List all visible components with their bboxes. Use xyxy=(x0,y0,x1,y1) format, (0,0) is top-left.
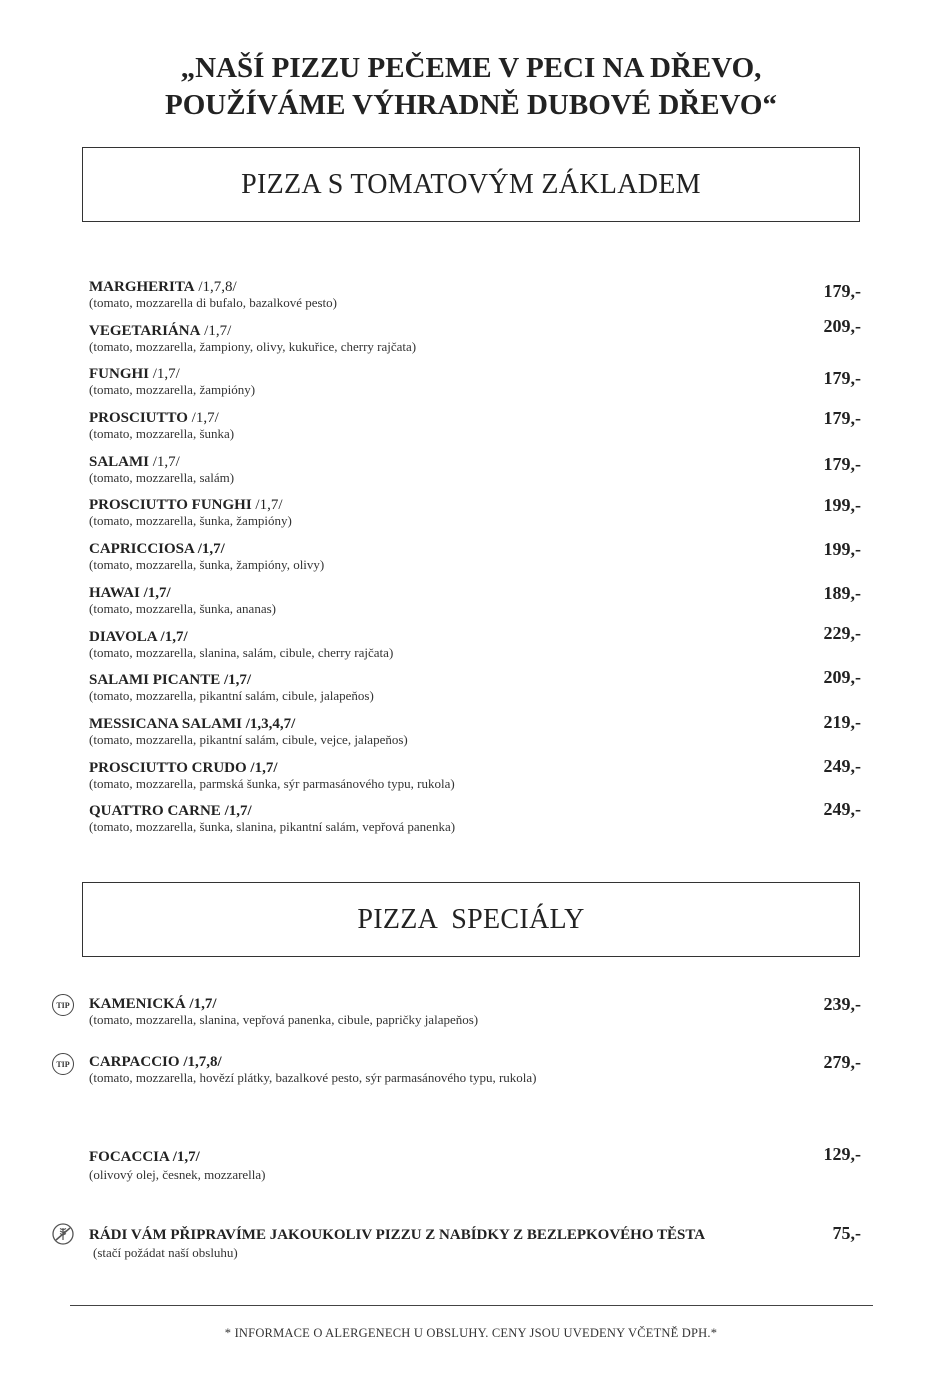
item-name: MESSICANA SALAMI xyxy=(89,716,242,732)
item-description: (tomato, mozzarella, slanina, vepřová panenka, cibule, papričky jalapeňos) xyxy=(89,1012,479,1027)
item-allergens: /1,7/ xyxy=(169,1149,200,1165)
menu-item xyxy=(89,541,861,572)
item-name: SALAMI xyxy=(89,454,150,470)
item-name: CARPACCIO xyxy=(89,1054,180,1070)
menu-item xyxy=(89,623,861,660)
menu-item xyxy=(89,667,861,703)
item-name: PROSCIUTTO FUNGHI xyxy=(89,497,252,513)
item-description: (tomato, mozzarella, slanina, salám, cibule, cherry rajčata) xyxy=(89,645,394,660)
gluten-free-subnote: (stačí požádat naší obsluhu) xyxy=(93,1245,238,1260)
section-title-box-tomato xyxy=(82,147,860,222)
item-name: KAMENICKÁ xyxy=(89,996,186,1012)
item-price: 249,- xyxy=(823,756,861,776)
item-allergens: /1,7/ xyxy=(139,585,171,601)
item-description: (tomato, mozzarella, šunka, ananas) xyxy=(89,601,276,616)
item-allergens: /1,7,8/ xyxy=(179,1054,222,1070)
item-price: 209,- xyxy=(823,316,861,336)
item-description: (tomato, mozzarella, žampiony, olivy, kukuřice, cherry rajčata) xyxy=(89,339,417,354)
item-name: HAWAI xyxy=(89,585,140,601)
menu-item xyxy=(89,316,861,354)
menu-item-focaccia xyxy=(89,1144,861,1182)
item-allergens: /1,7/ xyxy=(156,629,188,645)
item-description: (tomato, mozzarella, hovězí plátky, bazalkové pesto, sýr parmasánového typu, rukola) xyxy=(89,1070,537,1085)
footer-divider xyxy=(70,1305,873,1306)
item-price: 229,- xyxy=(823,623,861,643)
item-description: (tomato, mozzarella, šunka, žampióny) xyxy=(89,513,292,528)
item-name: PROSCIUTTO xyxy=(89,410,188,426)
gluten-free-icon xyxy=(52,1223,74,1245)
item-price: 219,- xyxy=(823,712,861,732)
item-name: FOCACCIA xyxy=(89,1149,170,1165)
item-price: 189,- xyxy=(823,583,861,603)
item-price: 179,- xyxy=(823,281,861,301)
section-title-tomato: PIZZA S TOMATOVÝM ZÁKLADEM xyxy=(241,168,701,200)
item-allergens: /1,7/ xyxy=(185,996,217,1012)
item-price: 199,- xyxy=(823,539,861,559)
item-description: (tomato, mozzarella, pikantní salám, cibule, vejce, jalapeňos) xyxy=(89,732,408,747)
item-allergens: /1,7/ xyxy=(149,366,180,382)
menu-item xyxy=(89,996,861,1027)
tip-badge: TIP xyxy=(52,1053,74,1075)
item-name: SALAMI PICANTE xyxy=(89,672,221,688)
item-name: VEGETARIÁNA xyxy=(89,323,201,339)
page-headline xyxy=(0,50,942,124)
gluten-free-note xyxy=(89,1223,861,1260)
item-allergens: /1,3,4,7/ xyxy=(241,716,296,732)
gluten-free-price: 75,- xyxy=(832,1223,861,1243)
menu-item xyxy=(89,410,861,441)
item-price: 129,- xyxy=(823,1144,861,1164)
item-name: QUATTRO CARNE xyxy=(89,803,221,819)
item-name: MARGHERITA xyxy=(89,279,195,295)
menu-item xyxy=(89,585,861,616)
headline-line-2: POUŽÍVÁME VÝHRADNĚ DUBOVÉ DŘEVO“ xyxy=(165,89,777,121)
item-price: 179,- xyxy=(823,368,861,388)
item-name: CAPRICCIOSA xyxy=(89,541,195,557)
item-allergens: /1,7/ xyxy=(251,497,283,513)
menu-item xyxy=(89,756,861,791)
item-description: (tomato, mozzarella, žampióny) xyxy=(89,382,256,397)
item-description: (tomato, mozzarella di bufalo, bazalkové pesto) xyxy=(89,295,337,310)
allergen-footnote: * INFORMACE O ALERGENECH U OBSLUHY. CENY JSOU UVEDENY VČETNĚ DPH.* xyxy=(224,1326,718,1340)
item-allergens: /1,7/ xyxy=(220,803,252,819)
menu-item xyxy=(89,279,861,310)
item-price: 279,- xyxy=(823,1052,861,1072)
item-price: 199,- xyxy=(823,495,861,515)
item-name: PROSCIUTTO CRUDO xyxy=(89,760,247,776)
item-name: FUNGHI xyxy=(89,366,149,382)
item-price: 179,- xyxy=(823,408,861,428)
item-allergens: /1,7/ xyxy=(194,541,225,557)
item-description: (tomato, mozzarella, šunka, slanina, pikantní salám, vepřová panenka) xyxy=(89,819,456,834)
menu-item xyxy=(89,497,861,528)
menu-item xyxy=(89,1054,861,1085)
item-price: 179,- xyxy=(823,454,861,474)
gluten-free-text: RÁDI VÁM PŘIPRAVÍME JAKOUKOLIV PIZZU Z NABÍDKY Z BEZLEPKOVÉHO TĚSTA xyxy=(89,1227,706,1243)
section-title-box-special xyxy=(82,882,860,957)
item-description: (tomato, mozzarella, pikantní salám, cibule, jalapeňos) xyxy=(89,688,374,703)
menu-item xyxy=(89,454,861,485)
tip-badge: TIP xyxy=(52,994,74,1016)
item-description: (tomato, mozzarella, šunka) xyxy=(89,426,235,441)
item-description: (tomato, mozzarella, salám) xyxy=(89,470,235,485)
item-allergens: /1,7,8/ xyxy=(194,279,237,295)
item-price: 239,- xyxy=(823,994,861,1014)
item-allergens: /1,7/ xyxy=(149,454,180,470)
menu-item xyxy=(89,712,861,747)
item-description: (tomato, mozzarella, šunka, žampióny, olivy) xyxy=(89,557,325,572)
section-title-special: PIZZA SPECIÁLY xyxy=(357,903,585,935)
menu-item xyxy=(89,366,861,397)
item-name: DIAVOLA xyxy=(89,629,157,645)
item-description: (olivový olej, česnek, mozzarella) xyxy=(89,1167,266,1182)
menu-item xyxy=(89,799,861,834)
item-allergens: /1,7/ xyxy=(220,672,252,688)
item-allergens: /1,7/ xyxy=(187,410,219,426)
item-allergens: /1,7/ xyxy=(200,323,232,339)
item-description: (tomato, mozzarella, parmská šunka, sýr parmasánového typu, rukola) xyxy=(89,776,455,791)
item-price: 209,- xyxy=(823,667,861,687)
item-price: 249,- xyxy=(823,799,861,819)
headline-line-1: „NAŠÍ PIZZU PEČEME V PECI NA DŘEVO, xyxy=(180,52,762,84)
item-allergens: /1,7/ xyxy=(246,760,278,776)
